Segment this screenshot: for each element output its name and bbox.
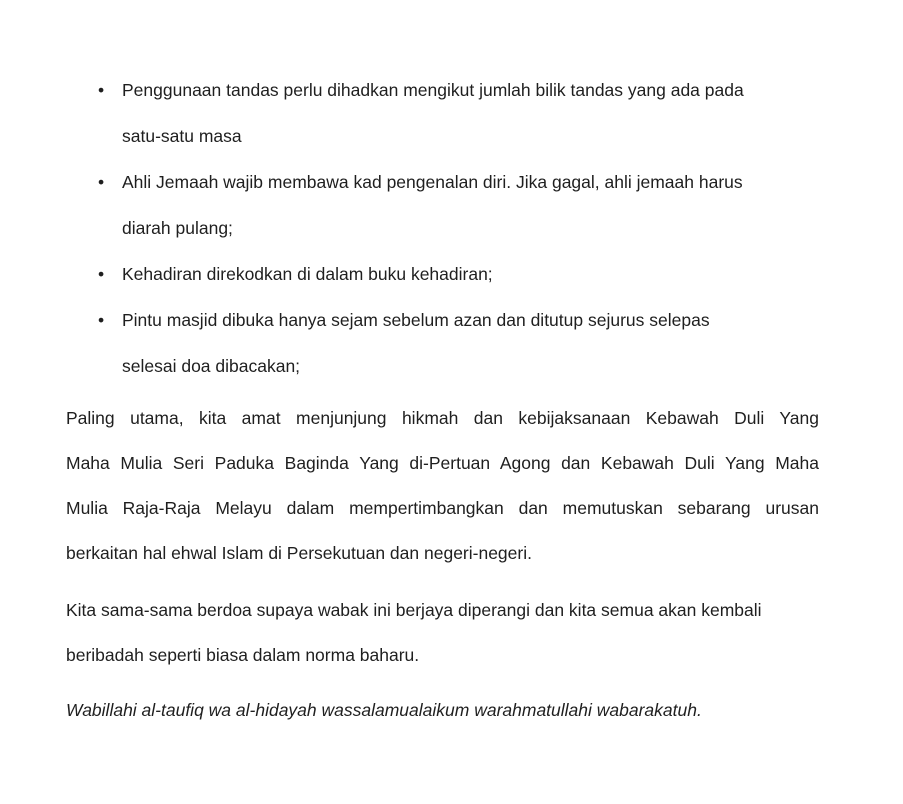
paragraph-closing-salutation (66, 688, 819, 733)
list-item (98, 159, 843, 251)
paragraph-royal-wisdom (66, 396, 819, 576)
bullet-marker: • (98, 80, 105, 100)
bullet-line: Kehadiran direkodkan di dalam buku kehadiran; (122, 264, 493, 284)
bullet-list (98, 0, 843, 389)
bullet-marker: • (98, 310, 105, 330)
list-item (98, 67, 843, 159)
list-item (98, 297, 843, 389)
bullet-line: Penggunaan tandas perlu dihadkan mengikut jumlah bilik tandas yang ada pada (122, 80, 744, 100)
paragraph-line: Mulia Raja-Raja Melayu dalam mempertimbangkan dan memutuskan sebarang urusan (66, 498, 819, 518)
bullet-marker: • (98, 172, 105, 192)
paragraph-line: beribadah seperti biasa dalam norma baharu. (66, 645, 420, 665)
paragraph-line: Paling utama, kita amat menjunjung hikmah dan kebijaksanaan Kebawah Duli Yang (66, 408, 819, 428)
bullet-marker: • (98, 264, 105, 284)
paragraph-line: Wabillahi al-taufiq wa al-hidayah wassalamualaikum warahmatullahi wabarakatuh. (66, 700, 702, 720)
bullet-line: selesai doa dibacakan; (122, 356, 301, 376)
paragraph-line: berkaitan hal ehwal Islam di Persekutuan dan negeri-negeri. (66, 543, 532, 563)
paragraph-line: Kita sama-sama berdoa supaya wabak ini berjaya diperangi dan kita semua akan kembali (66, 600, 762, 620)
bullet-line: Ahli Jemaah wajib membawa kad pengenalan diri. Jika gagal, ahli jemaah harus (122, 172, 743, 192)
paragraph-prayer (66, 588, 819, 678)
bullet-line: Pintu masjid dibuka hanya sejam sebelum azan dan ditutup sejurus selepas (122, 310, 710, 330)
bullet-line: diarah pulang; (122, 218, 233, 238)
list-item (98, 251, 843, 297)
paragraph-line: Maha Mulia Seri Paduka Baginda Yang di-Pertuan Agong dan Kebawah Duli Yang Maha (66, 453, 819, 473)
bullet-line: satu-satu masa (122, 126, 242, 146)
